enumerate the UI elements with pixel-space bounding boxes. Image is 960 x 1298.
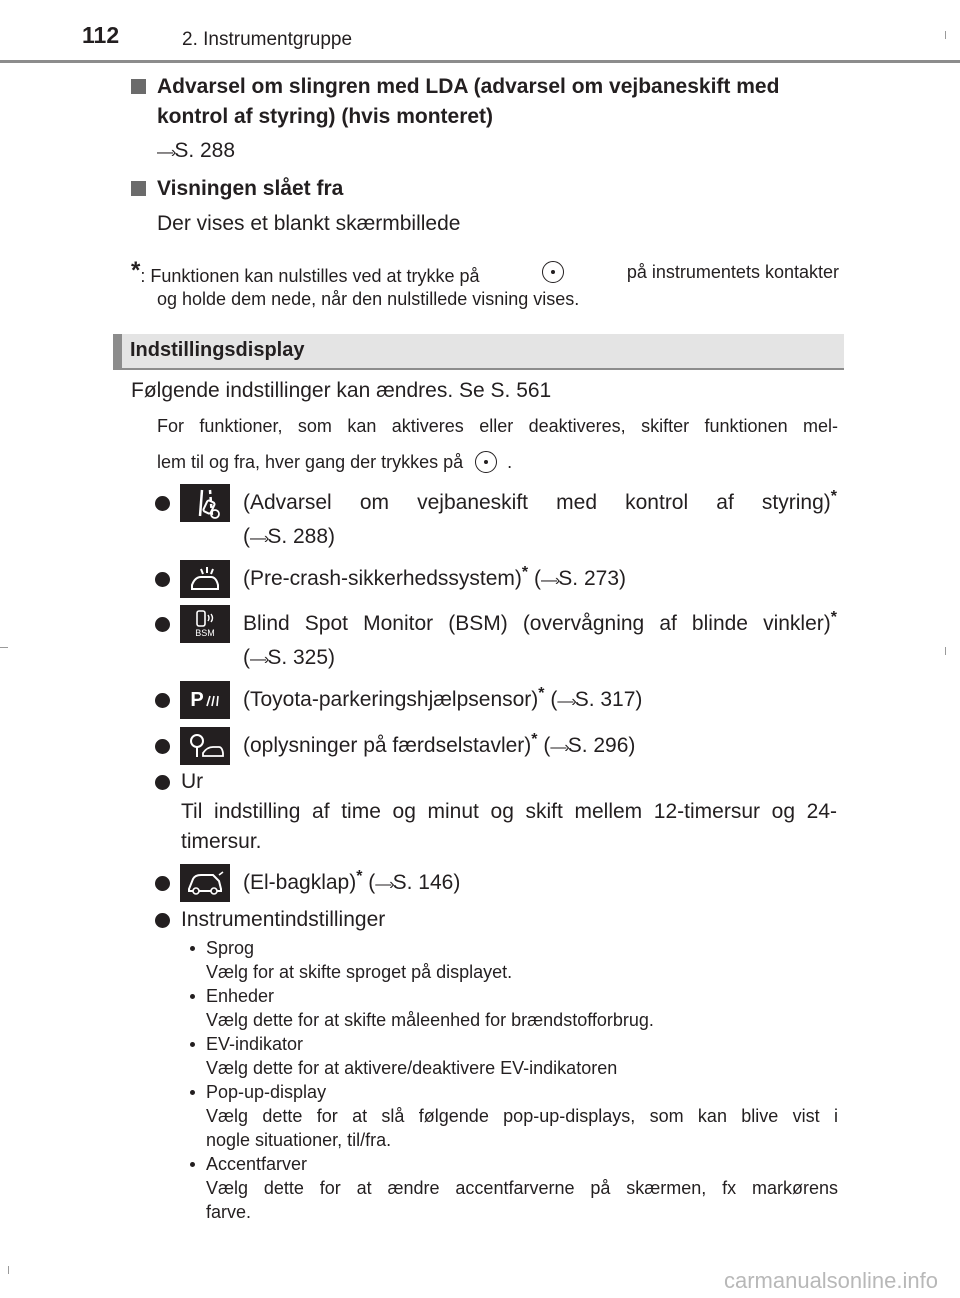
lane-departure-icon: [180, 484, 230, 522]
lda-item-ref[interactable]: (—›S. 288): [243, 525, 336, 548]
bullet-icon: [155, 876, 170, 891]
settings-note-end: .: [507, 451, 513, 472]
sub-item-desc: nogle situationer, til/fra.: [206, 1130, 392, 1150]
settings-note-line1: For funktioner, som kan aktiveres eller deaktiveres, skifter funktionen mel-: [157, 416, 838, 436]
power-tailgate-icon: [180, 864, 230, 902]
crop-mark: [8, 1266, 9, 1274]
sub-item-title: Sprog: [206, 938, 255, 958]
footnote-mark: *: [131, 257, 141, 284]
crop-mark: [945, 647, 946, 655]
bullet-icon: [155, 496, 170, 511]
page-number: 112: [82, 22, 120, 48]
bsm-icon-text: BSM: [195, 628, 215, 638]
sub-item-desc: Vælg dette for at aktivere/deaktivere EV-indikatoren: [206, 1058, 618, 1078]
sub-item-desc: Vælg for at skifte sproget på displayet.: [206, 962, 513, 982]
sub-item-ev: [190, 1032, 838, 1080]
sub-item-desc: farve.: [206, 1202, 252, 1222]
parking-item-ref[interactable]: (—›S. 317): [550, 688, 643, 711]
parking-icon-text: P: [190, 688, 204, 711]
sub-item-title: Pop-up-display: [206, 1082, 327, 1102]
sub-bullet-icon: [190, 1162, 195, 1167]
sub-item-accent: [190, 1152, 838, 1224]
lda-ref[interactable]: [157, 136, 235, 168]
instrument-item-label: Instrumentindstillinger: [181, 908, 386, 931]
bsm-item-label: Blind Spot Monitor (BSM) (overvågning af blinde vinkler): [243, 612, 831, 635]
arrow-right-icon: —›: [557, 693, 575, 710]
pre-crash-icon: [180, 560, 230, 598]
lda-title-line2: kontrol af styring) (hvis monteret): [157, 105, 494, 128]
sub-item-desc: Vælg dette for at skifte måleenhed for brændstofforbrug.: [206, 1010, 654, 1030]
clock-item-label: Ur: [181, 770, 204, 793]
clock-item-desc-line2: timersur.: [181, 830, 262, 853]
sub-item-sprog: [190, 936, 838, 984]
sub-bullet-icon: [190, 1090, 195, 1095]
crop-mark: [945, 31, 946, 39]
bsm-item-ref[interactable]: (—›S. 325): [243, 646, 336, 669]
arrow-right-icon: —›: [250, 530, 268, 547]
arrow-right-icon: —›: [250, 651, 268, 668]
square-bullet-icon: [131, 181, 146, 196]
square-bullet-icon: [131, 79, 146, 94]
off-title: Visningen slået fra: [157, 177, 344, 200]
bullet-icon: [155, 775, 170, 790]
lda-item-ref-text: S. 288): [267, 525, 336, 548]
footnote: [131, 257, 839, 310]
select-button-icon: [542, 261, 564, 283]
pcs-item-ref-text: S. 273): [558, 567, 627, 590]
chapter-title: 2. Instrumentgruppe: [182, 29, 353, 50]
instrument-sub-list: [190, 936, 838, 1224]
tailgate-item-ref-text: S. 146): [392, 871, 461, 894]
bullet-icon: [155, 739, 170, 754]
rsa-item-ref[interactable]: (—›S. 296): [543, 734, 636, 757]
watermark: carmanualsonline.info: [723, 1268, 938, 1293]
tailgate-item-ref[interactable]: (—›S. 146): [368, 871, 461, 894]
sub-item-enheder: [190, 984, 838, 1032]
bullet-icon: [155, 572, 170, 587]
footnote-text-after: på instrumentets kontakter: [626, 261, 839, 282]
sub-bullet-icon: [190, 994, 195, 999]
arrow-right-icon: —›: [540, 572, 559, 589]
lda-item-label: (Advarsel om vejbaneskift med kontrol af styring): [243, 491, 831, 514]
header-rule: [0, 60, 960, 63]
bullet-icon: [155, 913, 170, 928]
off-text: Der vises et blankt skærmbillede: [157, 212, 461, 235]
arrow-right-icon: —›: [375, 876, 393, 893]
sub-item-title: Enheder: [206, 986, 275, 1006]
parking-item-ref-text: S. 317): [574, 688, 643, 711]
section-header-bar: [113, 334, 122, 370]
footnote-line2: og holde dem nede, når den nulstillede visning vises.: [157, 289, 580, 309]
sub-bullet-icon: [190, 1042, 195, 1047]
lda-section-heading: [131, 72, 843, 132]
clock-item-desc-line1: Til indstilling af time og minut og skift mellem 12-timersur og 24-: [181, 800, 837, 823]
sub-item-desc: Vælg dette for at slå følgende pop-up-displays, som kan blive vist i: [206, 1106, 838, 1126]
sub-item-title: EV-indikator: [206, 1034, 304, 1054]
select-button-icon: [475, 451, 497, 473]
settings-note-line2: [157, 451, 512, 473]
pcs-item-label: (Pre-crash-sikkerhedssystem): [243, 567, 522, 590]
bullet-icon: [155, 617, 170, 632]
footnote-text: : Funktionen kan nulstilles ved at trykke på: [140, 266, 480, 286]
lda-title-line1: Advarsel om slingren med LDA (advarsel om vejbaneskift med: [157, 75, 780, 98]
sub-bullet-icon: [190, 946, 195, 951]
tailgate-item-label: (El-bagklap): [243, 871, 357, 894]
parking-sensor-icon: [180, 681, 230, 719]
parking-item-label: (Toyota-parkeringshjælpsensor): [243, 688, 539, 711]
settings-note-text: lem til og fra, hver gang der trykkes på: [157, 451, 464, 472]
sub-item-title: Accentfarver: [206, 1154, 308, 1174]
sub-item-popup: [190, 1080, 838, 1152]
off-section-heading: [131, 174, 343, 204]
pcs-item-ref[interactable]: (—›S. 273): [533, 567, 627, 590]
bsm-item-ref-text: S. 325): [267, 646, 336, 669]
bsm-icon: [180, 605, 230, 643]
arrow-right-icon: —›: [157, 144, 175, 161]
road-sign-icon: [180, 727, 230, 765]
lda-ref-text: S. 288: [174, 139, 236, 162]
rsa-item-label: (oplysninger på færdselstavler): [243, 734, 532, 757]
crop-mark: [0, 647, 8, 648]
arrow-right-icon: —›: [550, 739, 568, 756]
section-title: Indstillingsdisplay: [130, 339, 305, 361]
sub-item-desc: Vælg dette for at ændre accentfarverne på skærmen, fx markørens: [206, 1178, 838, 1198]
bullet-icon: [155, 693, 170, 708]
rsa-item-ref-text: S. 296): [567, 734, 636, 757]
settings-intro: Følgende indstillinger kan ændres. Se S. 561: [131, 379, 552, 402]
